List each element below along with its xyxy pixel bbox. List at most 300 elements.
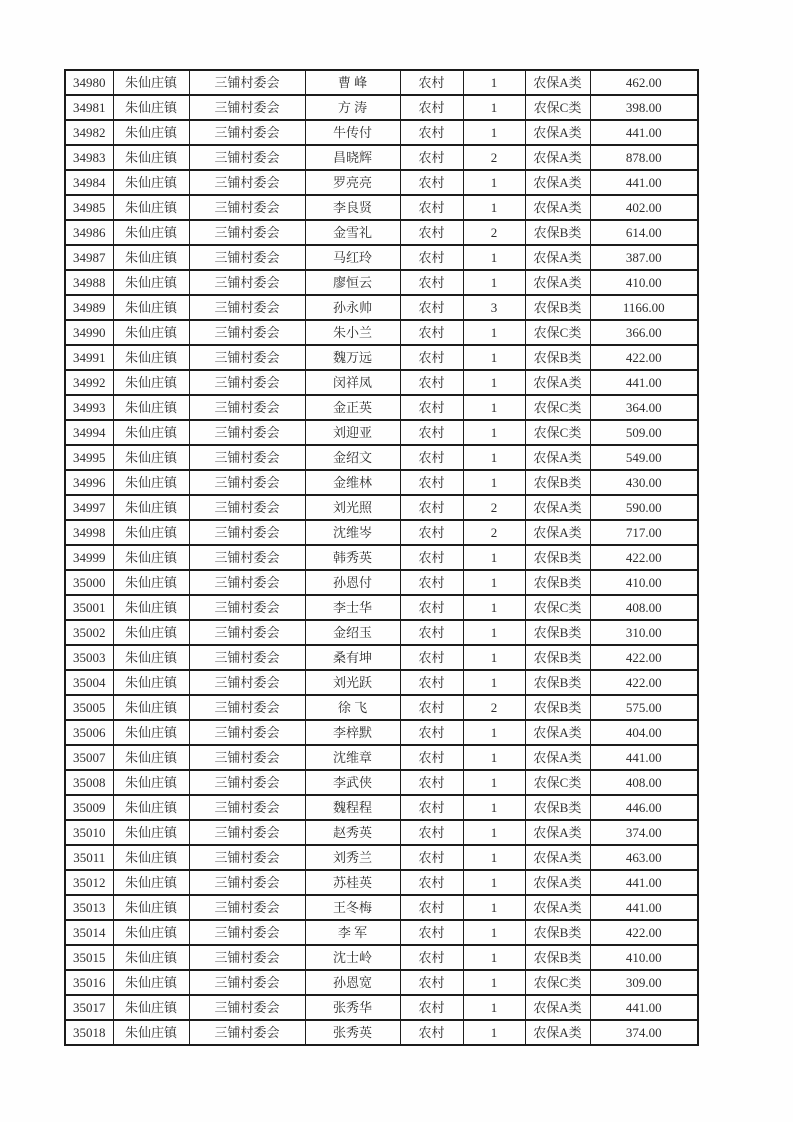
person-name-cell: 王冬梅 [305,895,400,920]
table-row [65,195,698,220]
person-count-cell: 1 [463,570,525,595]
amount-cell: 398.00 [590,95,698,120]
village-committee-cell: 三铺村委会 [189,370,305,395]
table-row [65,620,698,645]
village-committee-cell: 三铺村委会 [189,945,305,970]
person-name-cell: 金正英 [305,395,400,420]
insurance-category-cell: 农保C类 [525,420,590,445]
town-cell: 朱仙庄镇 [113,595,189,620]
record-id-cell: 34985 [65,195,113,220]
person-count-cell: 1 [463,645,525,670]
town-cell: 朱仙庄镇 [113,170,189,195]
person-count-cell: 2 [463,220,525,245]
village-committee-cell: 三铺村委会 [189,870,305,895]
amount-cell: 614.00 [590,220,698,245]
record-id-cell: 35008 [65,770,113,795]
village-committee-cell: 三铺村委会 [189,70,305,95]
amount-cell: 441.00 [590,895,698,920]
person-count-cell: 1 [463,770,525,795]
person-name-cell: 魏万远 [305,345,400,370]
amount-cell: 590.00 [590,495,698,520]
insurance-category-cell: 农保B类 [525,545,590,570]
record-id-cell: 35017 [65,995,113,1020]
town-cell: 朱仙庄镇 [113,995,189,1020]
person-name-cell: 孙恩宽 [305,970,400,995]
table-row [65,970,698,995]
person-name-cell: 孙恩付 [305,570,400,595]
residence-type-cell: 农村 [400,1020,463,1045]
record-id-cell: 34993 [65,395,113,420]
table-row [65,945,698,970]
village-committee-cell: 三铺村委会 [189,295,305,320]
person-name-cell: 金维林 [305,470,400,495]
village-committee-cell: 三铺村委会 [189,720,305,745]
amount-cell: 441.00 [590,120,698,145]
person-name-cell: 曹 峰 [305,70,400,95]
person-name-cell: 金绍文 [305,445,400,470]
amount-cell: 1166.00 [590,295,698,320]
table-row [65,545,698,570]
residence-type-cell: 农村 [400,845,463,870]
insurance-category-cell: 农保C类 [525,395,590,420]
amount-cell: 441.00 [590,370,698,395]
residence-type-cell: 农村 [400,170,463,195]
record-id-cell: 35001 [65,595,113,620]
amount-cell: 366.00 [590,320,698,345]
person-name-cell: 李良贤 [305,195,400,220]
person-count-cell: 1 [463,670,525,695]
amount-cell: 364.00 [590,395,698,420]
table-row [65,1020,698,1045]
record-id-cell: 34998 [65,520,113,545]
table-row [65,770,698,795]
residence-type-cell: 农村 [400,645,463,670]
amount-cell: 509.00 [590,420,698,445]
residence-type-cell: 农村 [400,495,463,520]
insurance-category-cell: 农保A类 [525,895,590,920]
person-name-cell: 方 涛 [305,95,400,120]
residence-type-cell: 农村 [400,620,463,645]
person-count-cell: 1 [463,370,525,395]
village-committee-cell: 三铺村委会 [189,745,305,770]
insurance-category-cell: 农保A类 [525,820,590,845]
residence-type-cell: 农村 [400,345,463,370]
table-row [65,595,698,620]
residence-type-cell: 农村 [400,795,463,820]
table-row [65,345,698,370]
town-cell: 朱仙庄镇 [113,795,189,820]
person-count-cell: 1 [463,620,525,645]
residence-type-cell: 农村 [400,870,463,895]
insurance-category-cell: 农保C类 [525,320,590,345]
person-name-cell: 魏程程 [305,795,400,820]
record-id-cell: 35006 [65,720,113,745]
record-id-cell: 34986 [65,220,113,245]
table-row [65,295,698,320]
village-committee-cell: 三铺村委会 [189,270,305,295]
insurance-category-cell: 农保A类 [525,495,590,520]
residence-type-cell: 农村 [400,945,463,970]
insurance-category-cell: 农保B类 [525,920,590,945]
person-name-cell: 赵秀英 [305,820,400,845]
town-cell: 朱仙庄镇 [113,295,189,320]
residence-type-cell: 农村 [400,220,463,245]
residence-type-cell: 农村 [400,470,463,495]
village-committee-cell: 三铺村委会 [189,395,305,420]
amount-cell: 446.00 [590,795,698,820]
village-committee-cell: 三铺村委会 [189,970,305,995]
village-committee-cell: 三铺村委会 [189,895,305,920]
person-count-cell: 1 [463,545,525,570]
person-name-cell: 沈维岑 [305,520,400,545]
amount-cell: 441.00 [590,870,698,895]
residence-type-cell: 农村 [400,120,463,145]
person-count-cell: 1 [463,995,525,1020]
person-name-cell: 张秀华 [305,995,400,1020]
table-row [65,395,698,420]
town-cell: 朱仙庄镇 [113,120,189,145]
residence-type-cell: 农村 [400,245,463,270]
residence-type-cell: 农村 [400,820,463,845]
table-row [65,845,698,870]
record-id-cell: 34987 [65,245,113,270]
person-name-cell: 沈士岭 [305,945,400,970]
village-committee-cell: 三铺村委会 [189,670,305,695]
amount-cell: 422.00 [590,545,698,570]
town-cell: 朱仙庄镇 [113,870,189,895]
person-count-cell: 1 [463,120,525,145]
table-row [65,270,698,295]
amount-cell: 310.00 [590,620,698,645]
town-cell: 朱仙庄镇 [113,920,189,945]
record-id-cell: 34981 [65,95,113,120]
village-committee-cell: 三铺村委会 [189,545,305,570]
residence-type-cell: 农村 [400,570,463,595]
person-count-cell: 1 [463,720,525,745]
village-committee-cell: 三铺村委会 [189,920,305,945]
town-cell: 朱仙庄镇 [113,270,189,295]
amount-cell: 402.00 [590,195,698,220]
record-id-cell: 35004 [65,670,113,695]
town-cell: 朱仙庄镇 [113,445,189,470]
insurance-category-cell: 农保A类 [525,1020,590,1045]
table-row [65,95,698,120]
village-committee-cell: 三铺村委会 [189,420,305,445]
insurance-category-cell: 农保B类 [525,795,590,820]
amount-cell: 309.00 [590,970,698,995]
village-committee-cell: 三铺村委会 [189,320,305,345]
insurance-category-cell: 农保B类 [525,470,590,495]
person-name-cell: 苏桂英 [305,870,400,895]
residence-type-cell: 农村 [400,695,463,720]
person-name-cell: 李 军 [305,920,400,945]
town-cell: 朱仙庄镇 [113,620,189,645]
person-name-cell: 刘光照 [305,495,400,520]
amount-cell: 717.00 [590,520,698,545]
town-cell: 朱仙庄镇 [113,245,189,270]
record-id-cell: 35003 [65,645,113,670]
village-committee-cell: 三铺村委会 [189,570,305,595]
residence-type-cell: 农村 [400,320,463,345]
record-id-cell: 35011 [65,845,113,870]
person-count-cell: 1 [463,170,525,195]
record-id-cell: 34994 [65,420,113,445]
insurance-category-cell: 农保B类 [525,345,590,370]
insurance-category-cell: 农保B类 [525,645,590,670]
town-cell: 朱仙庄镇 [113,645,189,670]
record-id-cell: 35013 [65,895,113,920]
town-cell: 朱仙庄镇 [113,470,189,495]
record-id-cell: 34996 [65,470,113,495]
record-id-cell: 35000 [65,570,113,595]
person-count-cell: 1 [463,270,525,295]
insurance-category-cell: 农保A类 [525,370,590,395]
town-cell: 朱仙庄镇 [113,370,189,395]
record-id-cell: 34988 [65,270,113,295]
amount-cell: 422.00 [590,345,698,370]
person-count-cell: 1 [463,795,525,820]
person-name-cell: 刘光跃 [305,670,400,695]
town-cell: 朱仙庄镇 [113,695,189,720]
record-id-cell: 35005 [65,695,113,720]
person-name-cell: 沈维章 [305,745,400,770]
residence-type-cell: 农村 [400,95,463,120]
town-cell: 朱仙庄镇 [113,895,189,920]
person-name-cell: 韩秀英 [305,545,400,570]
residence-type-cell: 农村 [400,445,463,470]
town-cell: 朱仙庄镇 [113,845,189,870]
insurance-category-cell: 农保A类 [525,245,590,270]
residence-type-cell: 农村 [400,195,463,220]
person-name-cell: 刘迎亚 [305,420,400,445]
town-cell: 朱仙庄镇 [113,520,189,545]
person-count-cell: 2 [463,145,525,170]
table-row [65,245,698,270]
table-row [65,645,698,670]
records-tbody [65,70,698,1045]
insurance-category-cell: 农保B类 [525,670,590,695]
table-row [65,420,698,445]
person-count-cell: 1 [463,95,525,120]
person-name-cell: 牛传付 [305,120,400,145]
insurance-category-cell: 农保A类 [525,170,590,195]
insurance-category-cell: 农保B类 [525,220,590,245]
amount-cell: 549.00 [590,445,698,470]
residence-type-cell: 农村 [400,295,463,320]
amount-cell: 430.00 [590,470,698,495]
person-count-cell: 1 [463,470,525,495]
person-count-cell: 1 [463,820,525,845]
record-id-cell: 34983 [65,145,113,170]
table-row [65,570,698,595]
village-committee-cell: 三铺村委会 [189,195,305,220]
record-id-cell: 34995 [65,445,113,470]
village-committee-cell: 三铺村委会 [189,995,305,1020]
amount-cell: 422.00 [590,670,698,695]
insurance-category-cell: 农保B类 [525,695,590,720]
person-count-cell: 2 [463,520,525,545]
record-id-cell: 35014 [65,920,113,945]
table-row [65,445,698,470]
village-committee-cell: 三铺村委会 [189,770,305,795]
record-id-cell: 34999 [65,545,113,570]
insurance-category-cell: 农保A类 [525,720,590,745]
person-count-cell: 1 [463,70,525,95]
insurance-category-cell: 农保C类 [525,595,590,620]
town-cell: 朱仙庄镇 [113,345,189,370]
residence-type-cell: 农村 [400,270,463,295]
person-name-cell: 闵祥凤 [305,370,400,395]
village-committee-cell: 三铺村委会 [189,170,305,195]
insurance-category-cell: 农保A类 [525,195,590,220]
town-cell: 朱仙庄镇 [113,95,189,120]
person-name-cell: 昌晓辉 [305,145,400,170]
residence-type-cell: 农村 [400,420,463,445]
town-cell: 朱仙庄镇 [113,145,189,170]
town-cell: 朱仙庄镇 [113,820,189,845]
insurance-category-cell: 农保B类 [525,620,590,645]
residence-type-cell: 农村 [400,670,463,695]
record-id-cell: 34997 [65,495,113,520]
person-count-cell: 1 [463,345,525,370]
amount-cell: 422.00 [590,920,698,945]
person-name-cell: 李梓默 [305,720,400,745]
person-count-cell: 1 [463,595,525,620]
amount-cell: 575.00 [590,695,698,720]
person-count-cell: 1 [463,745,525,770]
insurance-category-cell: 农保A类 [525,445,590,470]
records-table [64,69,699,1046]
person-count-cell: 1 [463,1020,525,1045]
town-cell: 朱仙庄镇 [113,420,189,445]
amount-cell: 441.00 [590,745,698,770]
insurance-category-cell: 农保A类 [525,995,590,1020]
residence-type-cell: 农村 [400,995,463,1020]
residence-type-cell: 农村 [400,720,463,745]
record-id-cell: 34982 [65,120,113,145]
person-name-cell: 金雪礼 [305,220,400,245]
amount-cell: 463.00 [590,845,698,870]
record-id-cell: 35016 [65,970,113,995]
amount-cell: 410.00 [590,570,698,595]
record-id-cell: 34989 [65,295,113,320]
table-row [65,70,698,95]
village-committee-cell: 三铺村委会 [189,495,305,520]
record-id-cell: 35015 [65,945,113,970]
village-committee-cell: 三铺村委会 [189,645,305,670]
insurance-category-cell: 农保C类 [525,970,590,995]
table-row [65,470,698,495]
town-cell: 朱仙庄镇 [113,1020,189,1045]
table-row [65,370,698,395]
record-id-cell: 34991 [65,345,113,370]
person-name-cell: 朱小兰 [305,320,400,345]
village-committee-cell: 三铺村委会 [189,95,305,120]
person-name-cell: 金绍玉 [305,620,400,645]
residence-type-cell: 农村 [400,70,463,95]
insurance-category-cell: 农保A类 [525,270,590,295]
residence-type-cell: 农村 [400,895,463,920]
person-name-cell: 李士华 [305,595,400,620]
village-committee-cell: 三铺村委会 [189,620,305,645]
residence-type-cell: 农村 [400,770,463,795]
insurance-category-cell: 农保A类 [525,870,590,895]
table-row [65,520,698,545]
town-cell: 朱仙庄镇 [113,970,189,995]
village-committee-cell: 三铺村委会 [189,695,305,720]
table-row [65,120,698,145]
table-row [65,670,698,695]
person-name-cell: 罗亮亮 [305,170,400,195]
person-name-cell: 孙永帅 [305,295,400,320]
town-cell: 朱仙庄镇 [113,70,189,95]
table-row [65,870,698,895]
amount-cell: 878.00 [590,145,698,170]
residence-type-cell: 农村 [400,145,463,170]
table-row [65,220,698,245]
table-row [65,745,698,770]
person-count-cell: 1 [463,895,525,920]
person-name-cell: 刘秀兰 [305,845,400,870]
residence-type-cell: 农村 [400,395,463,420]
record-id-cell: 34990 [65,320,113,345]
person-count-cell: 1 [463,970,525,995]
record-id-cell: 35009 [65,795,113,820]
village-committee-cell: 三铺村委会 [189,145,305,170]
person-count-cell: 1 [463,945,525,970]
person-count-cell: 1 [463,845,525,870]
insurance-category-cell: 农保B类 [525,295,590,320]
table-row [65,320,698,345]
amount-cell: 408.00 [590,595,698,620]
residence-type-cell: 农村 [400,595,463,620]
person-count-cell: 1 [463,420,525,445]
table-row [65,895,698,920]
record-id-cell: 34992 [65,370,113,395]
town-cell: 朱仙庄镇 [113,720,189,745]
person-count-cell: 2 [463,495,525,520]
village-committee-cell: 三铺村委会 [189,595,305,620]
town-cell: 朱仙庄镇 [113,745,189,770]
village-committee-cell: 三铺村委会 [189,1020,305,1045]
person-count-cell: 2 [463,695,525,720]
town-cell: 朱仙庄镇 [113,770,189,795]
table-row [65,495,698,520]
village-committee-cell: 三铺村委会 [189,820,305,845]
village-committee-cell: 三铺村委会 [189,445,305,470]
table-row [65,920,698,945]
town-cell: 朱仙庄镇 [113,495,189,520]
table-row [65,170,698,195]
person-name-cell: 徐 飞 [305,695,400,720]
insurance-category-cell: 农保B类 [525,945,590,970]
record-id-cell: 35012 [65,870,113,895]
village-committee-cell: 三铺村委会 [189,120,305,145]
record-id-cell: 34980 [65,70,113,95]
record-id-cell: 35002 [65,620,113,645]
village-committee-cell: 三铺村委会 [189,520,305,545]
amount-cell: 410.00 [590,945,698,970]
record-id-cell: 35007 [65,745,113,770]
amount-cell: 441.00 [590,995,698,1020]
person-name-cell: 张秀英 [305,1020,400,1045]
town-cell: 朱仙庄镇 [113,670,189,695]
residence-type-cell: 农村 [400,745,463,770]
insurance-category-cell: 农保A类 [525,145,590,170]
person-count-cell: 1 [463,445,525,470]
person-count-cell: 1 [463,395,525,420]
village-committee-cell: 三铺村委会 [189,220,305,245]
